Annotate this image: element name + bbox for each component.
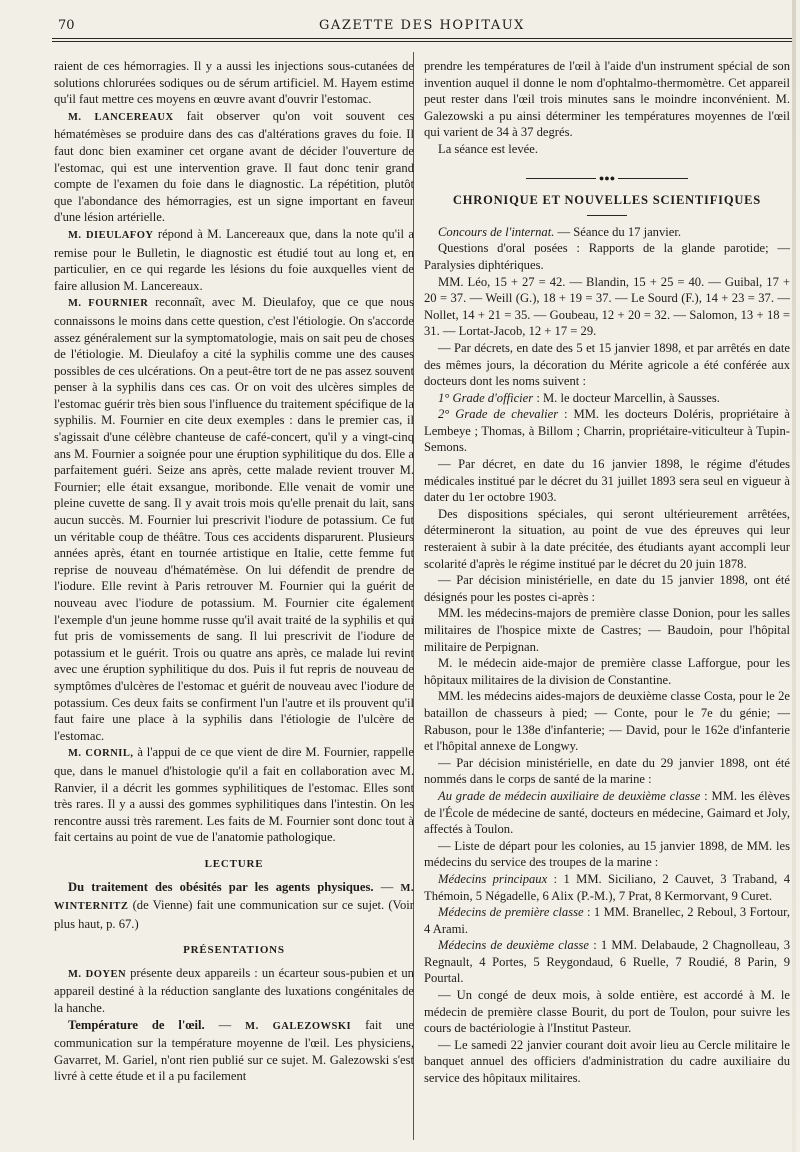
paragraph-text: — Séance du 17 janvier.	[554, 224, 681, 239]
page-number: 70	[58, 18, 75, 33]
ornamental-divider: ●●●	[424, 170, 790, 187]
paragraph-text: : 1 MM. Delabaude, 2 Chagnolleau, 3 Regnault, 4 Portes, 5 Reygondaud, 6 Ruelle, 7 Roudié, 8 Parin, 9 Pourtal.	[424, 938, 790, 986]
paragraph	[54, 108, 414, 226]
paragraph-text: MM. Léo, 15 + 27 = 42. — Blandin, 15 + 25 = 40. — Guibal, 17 + 20 = 37. — Weill (G.), 18 + 19 = 37. — Le Sourd (F.), 14 + 23 = 37. — Nollet, 14 + 21 = 35. — Goubeau, 12 + 20 = 32. — Salomon, 13 + 18 = 31. — Lortat-Jacob, 12 + 17 = 29.	[424, 274, 790, 339]
paragraph-text: raient de ces hémorragies. Il y a aussi les injections sous-cutanées de solutions chlorurées sodiques ou de sérum artificiel. M. Hayem estime qu'il faut mettre ces moyens en œuvre avant d'ouvrir l'estomac.	[54, 59, 414, 107]
italic-heading: Médecins de première classe	[438, 905, 584, 920]
section-title-lecture: LECTURE	[204, 857, 264, 870]
paragraph	[424, 406, 790, 456]
paragraph	[54, 1017, 414, 1085]
paragraph-text: répond à M. Lancereaux que, dans la note qu'il a remise pour le Bulletin, le diagnostic est étudié tout au long et, en particulier, en ce qui regarde les lésions du foie auxquelles vient de faire allusion M. Lancereaux.	[54, 226, 414, 293]
dash: —	[373, 879, 401, 894]
paragraph	[424, 141, 790, 158]
page-edge-shadow	[792, 0, 796, 1152]
paragraph	[424, 688, 790, 754]
header-rule	[52, 41, 792, 42]
paragraph	[424, 987, 790, 1037]
paragraph	[424, 340, 790, 390]
speaker-name: M. LANCEREAUX	[68, 111, 174, 123]
paragraph	[424, 1037, 790, 1087]
paragraph	[54, 294, 414, 744]
speaker-name: M. WINTERNITZ	[54, 882, 415, 913]
paragraph	[54, 58, 414, 108]
paragraph-text: Questions d'oral posées : Rapports de la glande parotide; — Paralysies diphtériques.	[424, 241, 790, 272]
paragraph-title: Température de l'œil.	[68, 1017, 205, 1032]
paragraph-text: M. le médecin aide-major de première classe Lafforgue, pour les hôpitaux militaires de la division de Constantine.	[424, 656, 790, 687]
paragraph	[424, 871, 790, 904]
dash: —	[204, 1017, 246, 1032]
speaker-name: M. DIEULAFOY	[68, 229, 154, 241]
paragraph	[424, 904, 790, 937]
paragraph-text: : M. le docteur Marcellin, à Sausses.	[533, 390, 720, 405]
section-title-presentations: PRÉSENTATIONS	[183, 944, 285, 957]
paragraph-text: — Un congé de deux mois, à solde entière, est accordé à M. le médecin de première classe Bourit, du port de Toulon, pour suivre les cours de bactériologie à l'Institut Pasteur.	[424, 988, 790, 1036]
paragraph	[424, 605, 790, 655]
italic-heading: Médecins de deuxième classe	[438, 938, 590, 953]
paragraph-text: : MM. les docteurs Doléris, propriétaire à Lembeye ; Thomas, à Billom ; Charrin, propriétaire-viticulteur à Tupin-Semons.	[424, 407, 790, 455]
right-column	[424, 58, 790, 1087]
paragraph	[424, 224, 790, 241]
paragraph-text: fait une communication sur la température moyenne de l'œil. Les physiciens, Gavarret, M. Gariel, n'ont rien publié sur ce sujet. M. Galezowski s'est livré à cette étude et il a pu facilement	[54, 1017, 415, 1084]
paragraph	[424, 456, 790, 506]
speaker-name: M. DOYEN	[68, 968, 127, 980]
paragraph-text: — Liste de départ pour les colonies, au 15 janvier 1898, de MM. les médecins du service des troupes de la marine :	[424, 838, 790, 870]
paragraph	[424, 788, 790, 838]
italic-heading: 1° Grade d'officier	[438, 390, 534, 405]
paragraph-text: reconnaît, avec M. Dieulafoy, que ce que nous connaissons le moins dans cette question, c'est l'étiologie. On s'accorde assez généralement sur la symptomatologie, mais on sait peu de choses de l'étiologie. M. Dieulafoy a cité la syphilis comme une des causes possibles de ces ulcérations. On a peut-être tort de ne pas assez souvent penser à la syphilis dans ces cas. Or on voit des ulcères simples de l'estomac guérir très bien sous l'influence du traitement spécifique de la syphilis. M. Fournier en cite deux exemples : dans le premier cas, il s'agissait d'une célèbre chanteuse de café-concert, qu'il y a vingt-cinq ans M. Fournier a soignée pour une éruption syphilitique du dos. Elle a parfaitement guéri. Seize ans après, cette malade revient trouver M. Fournier; elle était exsangue, moribonde. Elle venait de vomir une pleine cuvette de sang. Il y avait trois mois qu'elle prenait du lait, sans aucun succès. M. Fournier lui prescrivit l'iodure de potassium. Ce fut un véritable coup de théâtre. Tous ces accidents disparurent. Plusieurs années après, étant en tournée artistique en Italie, cette femme fut reprise de nouveau d'hématémèse. On lui défendit de prendre de l'iodure. Elle revint à Paris retrouver M. Fournier qui la guérit de nouveau avec l'iodure de potassium. M. Fournier cite également l'exemple d'un jeune homme russe qu'il avait traité de la syphilis et qui fut pris de vomissements de sang. Il lui prescrivit de l'iodure de potassium et le guérit. Trois ou quatre ans après, ce malade lui revint avec une éruption syphilitique du dos. Puis il fut repris de nouveau de symptômes d'ulcères de l'estomac et guérit de nouveau avec l'iodure de potassium. Ces deux faits se confirment l'un l'autre et ils prouvent qu'il faut faire une place à la syphilis dans l'étiologie de l'ulcère de l'estomac.	[54, 295, 414, 743]
paragraph	[424, 655, 790, 688]
paragraph-text: — Le samedi 22 janvier courant doit avoir lieu au Cercle militaire le banquet annuel des officiers d'administration du cadre auxiliaire du service des hôpitaux militaires.	[424, 1037, 790, 1086]
italic-heading: 2° Grade de chevalier	[438, 407, 559, 422]
paragraph	[54, 965, 414, 1017]
paragraph-text: — Par décision ministérielle, en date du 29 janvier 1898, ont été nommés dans le corps de santé de la marine :	[424, 755, 790, 787]
paragraph-text: — Par décret, en date du 16 janvier 1898, le régime d'études médicales institué par le décret du 31 juillet 1893 sera seul en vigueur à dater du 1er octobre 1903.	[424, 457, 790, 505]
paragraph-text: (de Vienne) fait une communication sur ce sujet. (Voir plus haut, p. 67.)	[54, 898, 414, 931]
paragraph	[424, 506, 790, 572]
italic-heading: Concours de l'internat.	[438, 224, 555, 239]
paragraph-text: La séance est levée.	[438, 141, 538, 156]
paragraph-text: présente deux appareils : un écarteur sous-pubien et un appareil destiné à la réduction sanglante des luxations congénitales de la hanche.	[54, 965, 414, 1016]
italic-heading: Au grade de médecin auxiliaire de deuxième classe	[438, 788, 701, 803]
speaker-name: M. FOURNIER	[68, 298, 149, 310]
paragraph-text: à l'appui de ce que vient de dire M. Fournier, rappelle que, dans le manuel d'histologie qu'il a fait en collaboration avec M. Ranvier, il a décrit les gommes syphilitiques de l'estomac. Elles sont très rares. Il y a aussi des gommes syphilitiques dans l'intestin. On les rencontre aussi très rarement. Les faits de M. Fournier sont donc tout à fait certains au point de vue de l'anatomie pathologique.	[54, 745, 414, 845]
paragraph-text: : 1 MM. Branellec, 2 Reboul, 3 Fortour, 4 Arami.	[424, 905, 790, 936]
paragraph-text: prendre les températures de l'œil à l'aide d'un instrument spécial de son invention auquel il donne le nom d'ophtalmo-thermomètre. Cet appareil peut rester dans l'œil trois minutes sans le moindre inconvénient. M. Galezowski a pu ainsi déterminer les températures moyennes de l'œil qui varient de 34 à 37 degrés.	[424, 59, 790, 140]
paragraph-text: — Par décision ministérielle, en date du 15 janvier 1898, ont été désignés pour les postes ci-après :	[424, 573, 790, 604]
italic-heading: Médecins principaux	[438, 871, 548, 886]
paragraph-text: MM. les médecins aides-majors de deuxième classe Costa, pour le 2e bataillon de chasseurs à pied; — Conte, pour le 7e du génie; — Rabuson, pour le 138e d'infanterie; — David, pour le 162e d'infanterie et l'hôpital annexe de Longwy.	[424, 689, 790, 754]
paragraph-text: : 1 MM. Siciliano, 2 Cauvet, 3 Traband, 4 Thémoin, 5 Négadelle, 6 Alix (P.-M.), 7 Prat, 8 Kermorvant, 9 Curet.	[424, 871, 790, 903]
section-title-chronique: CHRONIQUE ET NOUVELLES SCIENTIFIQUES	[452, 193, 762, 208]
paragraph	[424, 838, 790, 871]
paragraph-text: : MM. les élèves de l'École de médecine de santé, docteurs en médecine, Gaimard et Joly, affectés à Toulon.	[424, 788, 791, 837]
running-title: GAZETTE DES HOPITAUX	[319, 18, 525, 33]
title-rule	[587, 215, 627, 216]
paragraph-text: Des dispositions spéciales, qui seront ultérieurement arrêtées, détermineront la situation, au point de vue des épreuves qui leur resteraient à subir à la date précitée, des étudiants ayant accompli leur scolarité d'après le régime institué par le décret du 20 juin 1878.	[424, 506, 790, 571]
speaker-name: M. CORNIL,	[68, 748, 134, 760]
paragraph	[424, 274, 790, 340]
paragraph	[424, 572, 790, 605]
paragraph-text: MM. les médecins-majors de première classe Donion, pour les salles militaires de l'hospice mixte de Castres; — Baudoin, pour l'hôpital militaire de Perpignan.	[424, 606, 790, 654]
speaker-name: M. GALEZOWSKI	[245, 1020, 352, 1032]
paragraph-text: fait observer qu'on voit souvent ces hématémèses se produire dans des cas d'altérations graves du foie. Il faut donc bien examiner cet organe avant de décider l'ouverture de l'estomac, qui est une intervention grave. Il faut donc tenir grand compte de l'examen du foie dans le diagnostic. La répétition, plutôt que l'abondance des hémorragies, est un signe important en faveur d'une lésion artérielle.	[54, 108, 414, 225]
paragraph	[54, 226, 414, 294]
paragraph-text: — Par décrets, en date des 5 et 15 janvier 1898, et par arrêtés en date des mêmes jours, la décoration du Mérite agricole a été conférée aux docteurs dont les noms suivent :	[424, 340, 790, 389]
paragraph	[424, 58, 790, 141]
paragraph	[54, 744, 414, 846]
paragraph	[424, 240, 790, 273]
paragraph	[424, 937, 790, 987]
paragraph-title: Du traitement des obésités par les agents physiques.	[68, 879, 374, 894]
page-header	[52, 14, 792, 39]
paragraph	[424, 390, 790, 407]
paragraph	[424, 755, 790, 788]
paragraph	[54, 879, 414, 933]
left-column	[54, 58, 414, 1085]
